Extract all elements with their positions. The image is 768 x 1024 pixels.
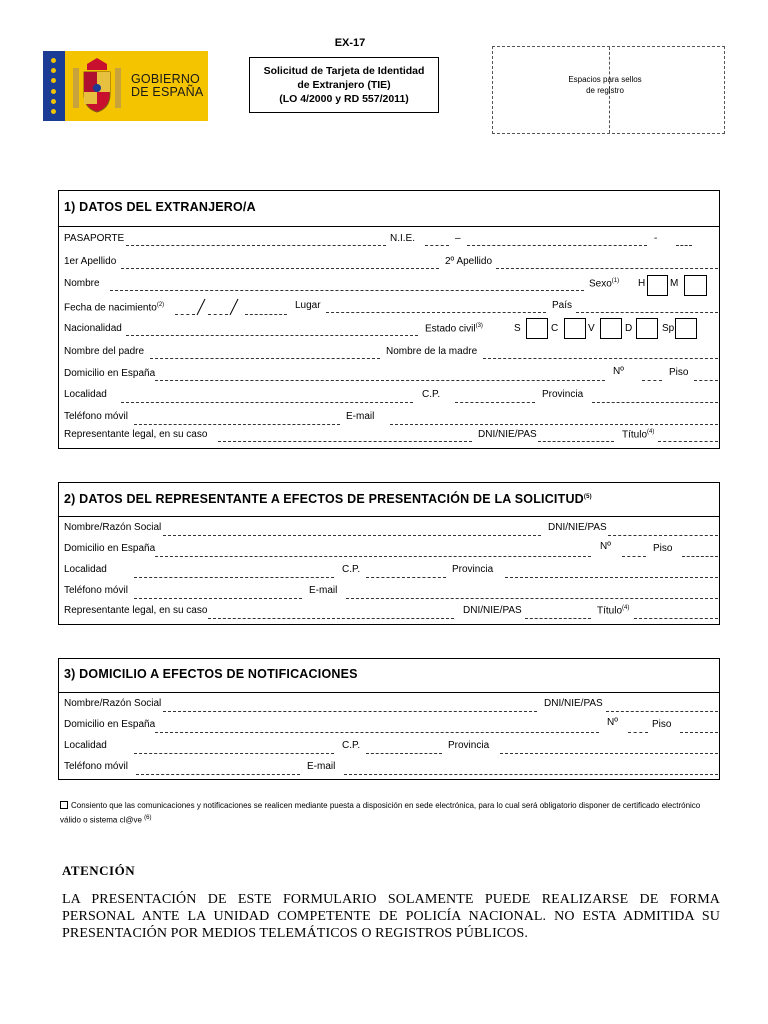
logo-text (131, 73, 203, 99)
marital-d-checkbox[interactable] (636, 318, 658, 339)
sex-label-text: Sexo (589, 278, 612, 290)
nie-letter-field[interactable] (425, 245, 449, 246)
rep-legal-title-note: (4) (622, 605, 630, 611)
country-label: País (552, 300, 573, 311)
rep-address-label: Domicilio en España (64, 543, 156, 554)
notif-locality-field[interactable] (134, 753, 334, 754)
notif-province-label: Provincia (448, 740, 490, 751)
rep-legal-field[interactable] (208, 618, 454, 619)
legal-rep-title-note: (4) (647, 429, 655, 435)
notif-number-field[interactable] (628, 732, 648, 733)
marital-status-label (425, 323, 483, 334)
rep-legal-title-label (597, 605, 629, 616)
notif-postal-code-label: C.P. (342, 740, 361, 751)
marital-status-note: (3) (475, 323, 483, 329)
rep-legal-id-label: DNI/NIE/PAS (463, 605, 522, 616)
notif-address-field[interactable] (155, 732, 599, 733)
locality-field[interactable] (121, 402, 413, 403)
sex-note: (1) (611, 278, 620, 284)
marital-v-checkbox[interactable] (600, 318, 622, 339)
rep-id-field[interactable] (608, 535, 718, 536)
father-name-field[interactable] (150, 358, 380, 359)
form-title-line-2: de Extranjero (TIE) (297, 79, 391, 91)
nie-label: N.I.E. (390, 233, 416, 244)
rep-email-field[interactable] (346, 598, 718, 599)
rep-company-label: Nombre/Razón Social (64, 522, 162, 533)
section-1-title: 1) DATOS DEL EXTRANJERO/A (64, 200, 256, 214)
notif-email-label: E-mail (307, 761, 336, 772)
date-slash-2 (228, 298, 240, 316)
legal-rep-field[interactable] (218, 441, 472, 442)
number-label: Nº (613, 366, 624, 377)
name-field[interactable] (110, 290, 584, 291)
legal-rep-label: Representante legal, en su caso (64, 429, 208, 440)
form-title-line-1: Solicitud de Tarjeta de Identidad (263, 65, 425, 77)
marital-s-checkbox[interactable] (526, 318, 548, 339)
notif-id-field[interactable] (606, 711, 718, 712)
locality-label: Localidad (64, 389, 107, 400)
marital-c-label: C (551, 323, 559, 334)
address-field[interactable] (155, 380, 605, 381)
rep-legal-title-field[interactable] (634, 618, 718, 619)
attention-notice: LA PRESENTACIÓN DE ESTE FORMULARIO SOLAMENTE PUEDE REALIZARSE DE FORMA PERSONAL ANTE LA UNIDAD COMPETENTE DE POLICÍA NACIONAL. NO ESTA ADMITIDA SU PRESENTACIÓN POR MEDIOS TELEMÁTICOS O REGISTROS PÚBLICOS. (62, 892, 720, 941)
first-surname-field[interactable] (121, 268, 439, 269)
registry-stamp-line-2: de registro (586, 86, 624, 95)
notif-number-label: Nº (607, 717, 618, 728)
second-surname-field[interactable] (496, 268, 718, 269)
sex-m-label: M (670, 278, 679, 289)
nie-separator-2: - (654, 233, 658, 244)
rep-mobile-label: Teléfono móvil (64, 585, 128, 596)
consent-checkbox[interactable] (60, 801, 68, 809)
postal-code-label: C.P. (422, 389, 441, 400)
section-3-title: 3) DOMICILIO A EFECTOS DE NOTIFICACIONES (64, 667, 358, 681)
legal-rep-title-text: Título (622, 429, 648, 441)
rep-legal-id-field[interactable] (525, 618, 591, 619)
legal-rep-title-field[interactable] (658, 441, 718, 442)
registry-stamp-label (545, 74, 665, 96)
passport-field[interactable] (126, 245, 386, 246)
birth-day-field[interactable] (175, 314, 195, 315)
floor-field[interactable] (694, 380, 718, 381)
name-label: Nombre (64, 278, 100, 289)
birth-year-field[interactable] (245, 314, 287, 315)
email-field[interactable] (390, 424, 718, 425)
marital-v-label: V (588, 323, 595, 334)
sex-h-checkbox[interactable] (647, 275, 668, 296)
section-2-title (64, 492, 592, 506)
legal-rep-id-field[interactable] (538, 441, 614, 442)
sex-h-label: H (638, 278, 646, 289)
first-surname-label: 1er Apellido (64, 256, 117, 267)
notif-mobile-label: Teléfono móvil (64, 761, 128, 772)
rep-email-label: E-mail (309, 585, 338, 596)
nie-control-field[interactable] (676, 245, 692, 246)
mother-name-field[interactable] (483, 358, 718, 359)
form-title-box (249, 57, 439, 113)
nie-separator-1: – (455, 233, 461, 244)
attention-heading: ATENCIÓN (62, 863, 136, 878)
form-title-line-3: (LO 4/2000 y RD 557/2011) (279, 93, 409, 105)
birth-date-note: (2) (156, 302, 165, 308)
rep-locality-label: Localidad (64, 564, 107, 575)
notif-province-field[interactable] (500, 753, 718, 754)
birth-month-field[interactable] (208, 314, 228, 315)
section-2-rule (58, 516, 720, 517)
form-code: EX-17 (334, 37, 366, 49)
rep-floor-label: Piso (653, 543, 673, 554)
mobile-field[interactable] (134, 424, 340, 425)
rep-province-label: Provincia (452, 564, 494, 575)
section-2-title-text: 2) DATOS DEL REPRESENTANTE A EFECTOS DE PRESENTACIÓN DE LA SOLICITUD (64, 492, 584, 506)
province-field[interactable] (592, 402, 718, 403)
notif-company-label: Nombre/Razón Social (64, 698, 162, 709)
notif-floor-label: Piso (652, 719, 672, 730)
province-label: Provincia (542, 389, 584, 400)
rep-locality-field[interactable] (134, 577, 334, 578)
legal-rep-title-label (622, 429, 654, 440)
registry-stamp-line-1: Espacios para sellos (568, 75, 642, 84)
rep-postal-code-label: C.P. (342, 564, 361, 575)
marital-status-label-text: Estado civil (425, 323, 476, 335)
floor-label: Piso (669, 367, 689, 378)
marital-s-label: S (514, 323, 521, 334)
postal-code-field[interactable] (455, 402, 535, 403)
notif-mobile-field[interactable] (136, 774, 300, 775)
marital-sp-checkbox[interactable] (675, 318, 697, 339)
rep-number-field[interactable] (622, 556, 646, 557)
consent-text (60, 800, 720, 827)
section-2-title-note: (5) (583, 493, 592, 500)
second-surname-label: 2º Apellido (445, 256, 493, 267)
marital-c-checkbox[interactable] (564, 318, 586, 339)
notif-id-label: DNI/NIE/PAS (544, 698, 603, 709)
nationality-label: Nacionalidad (64, 323, 122, 334)
rep-postal-code-field[interactable] (366, 577, 446, 578)
birth-place-label: Lugar (295, 300, 321, 311)
notif-email-field[interactable] (344, 774, 718, 775)
section-1-rule (58, 226, 720, 227)
birth-date-label-text: Fecha de nacimiento (64, 302, 157, 314)
logo-line-2: DE ESPAÑA (131, 85, 204, 99)
country-field[interactable] (576, 312, 718, 313)
date-slash-1 (195, 298, 207, 316)
birth-date-label (64, 302, 164, 313)
rep-legal-title-text: Título (597, 605, 623, 617)
rep-company-field[interactable] (163, 535, 541, 536)
nationality-field[interactable] (126, 335, 418, 336)
section-3-rule (58, 692, 720, 693)
father-name-label: Nombre del padre (64, 346, 145, 357)
marital-sp-label: Sp (662, 323, 675, 334)
eu-stars-icon (45, 58, 61, 114)
nie-number-field[interactable] (467, 245, 647, 246)
sex-label (589, 278, 619, 289)
rep-floor-field[interactable] (682, 556, 718, 557)
notif-postal-code-field[interactable] (366, 753, 442, 754)
rep-legal-label: Representante legal, en su caso (64, 605, 208, 616)
notif-floor-field[interactable] (680, 732, 718, 733)
rep-id-label: DNI/NIE/PAS (548, 522, 607, 533)
notif-address-label: Domicilio en España (64, 719, 156, 730)
consent-note: (6) (144, 815, 152, 821)
rep-mobile-field[interactable] (134, 598, 302, 599)
rep-address-field[interactable] (155, 556, 591, 557)
rep-province-field[interactable] (505, 577, 718, 578)
consent-text-body: Consiento que las comunicaciones y notificaciones se realicen mediante puesta a disposición en sede electrónica, para lo cual será obligatorio disponer de certificado electrónico válido o sistema cl@ve (60, 801, 701, 825)
number-field[interactable] (642, 380, 662, 381)
mobile-label: Teléfono móvil (64, 411, 128, 422)
legal-rep-id-label: DNI/NIE/PAS (478, 429, 537, 440)
notif-locality-label: Localidad (64, 740, 107, 751)
email-label: E-mail (346, 411, 375, 422)
logo-line-1: GOBIERNO (131, 72, 200, 86)
coat-of-arms-icon (70, 56, 124, 116)
sex-m-checkbox[interactable] (684, 275, 707, 296)
notif-company-field[interactable] (163, 711, 537, 712)
address-label: Domicilio en España (64, 368, 156, 379)
passport-label: PASAPORTE (64, 233, 125, 244)
birth-place-field[interactable] (326, 312, 546, 313)
rep-number-label: Nº (600, 541, 611, 552)
marital-d-label: D (625, 323, 633, 334)
mother-name-label: Nombre de la madre (386, 346, 478, 357)
